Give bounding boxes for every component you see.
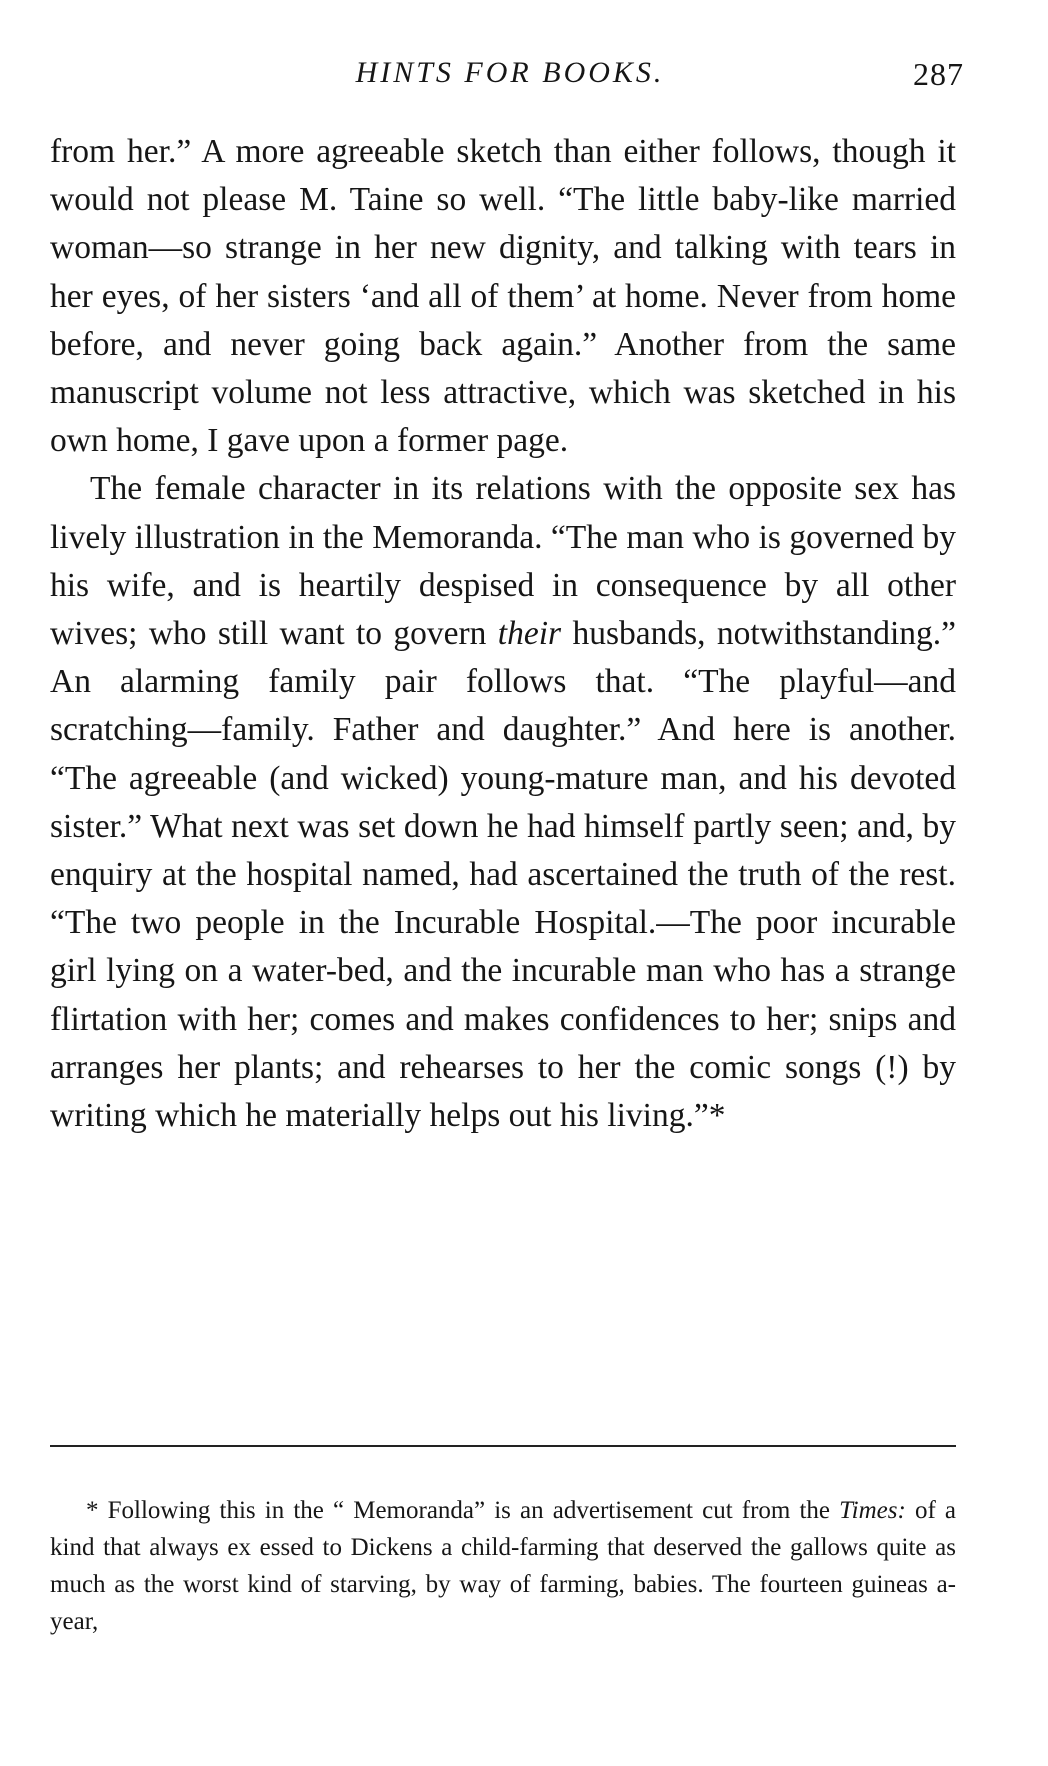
footnote-text-a: Following this in the “ Memoranda” is an advertisement cut from the: [98, 1497, 840, 1524]
footnote-marker: *: [86, 1497, 99, 1524]
running-title: HINTS FOR BOOKS.: [355, 56, 665, 89]
body-text: [50, 128, 956, 1140]
page-number: 287: [913, 56, 964, 92]
paragraph-1: from her.” A more agreeable sketch than either follows, though it would not please M. Taine so well. “The little baby-like married woman—so strange in her new dignity, and talking with tears in her eyes, of her sisters ‘and all of them’ at home. Never from home before, and never going back again.” Another from the same manuscript volume not less attractive, which was sketched in his own home, I gave upon a former page.: [50, 133, 956, 460]
footnote-text-b: of a kind that always ex essed to Dickens a child-farming that deserved the gallows quite as much as the worst kind of starving, by way of farming, babies. The fourteen guineas a-year,: [50, 1497, 957, 1635]
paragraph-2: [50, 465, 956, 1140]
footnote-rule: [50, 1445, 956, 1447]
footnote-times: Times:: [839, 1497, 906, 1524]
footnote: [50, 1492, 956, 1640]
running-head: [48, 56, 972, 96]
paragraph-2-part-a: The female character in its relations with the opposite sex has lively illustration in the Memoranda. “The man who is governed by his wife, and is heartily despised in consequence by all other wives; who still want to govern: [50, 470, 956, 653]
paragraph-2-part-b: husbands, notwithstanding.” An alarming family pair follows that. “The playful—and scratching—family. Father and daughter.” And here is another. “The agreeable (and wicked) young-mature man, and his devoted sister.” What next was set down he had himself partly seen; and, by enquiry at the hospital named, had ascertained the truth of the rest. “The two people in the Incurable Hospital.—The poor incurable girl lying on a water-bed, and the incurable man who has a strange flirtation with her; comes and makes confidences to her; snips and arranges her plants; and rehearses to her the comic songs (!) by writing which he materially helps out his living.”*: [50, 615, 956, 1135]
emphasis-their: their: [497, 615, 562, 653]
